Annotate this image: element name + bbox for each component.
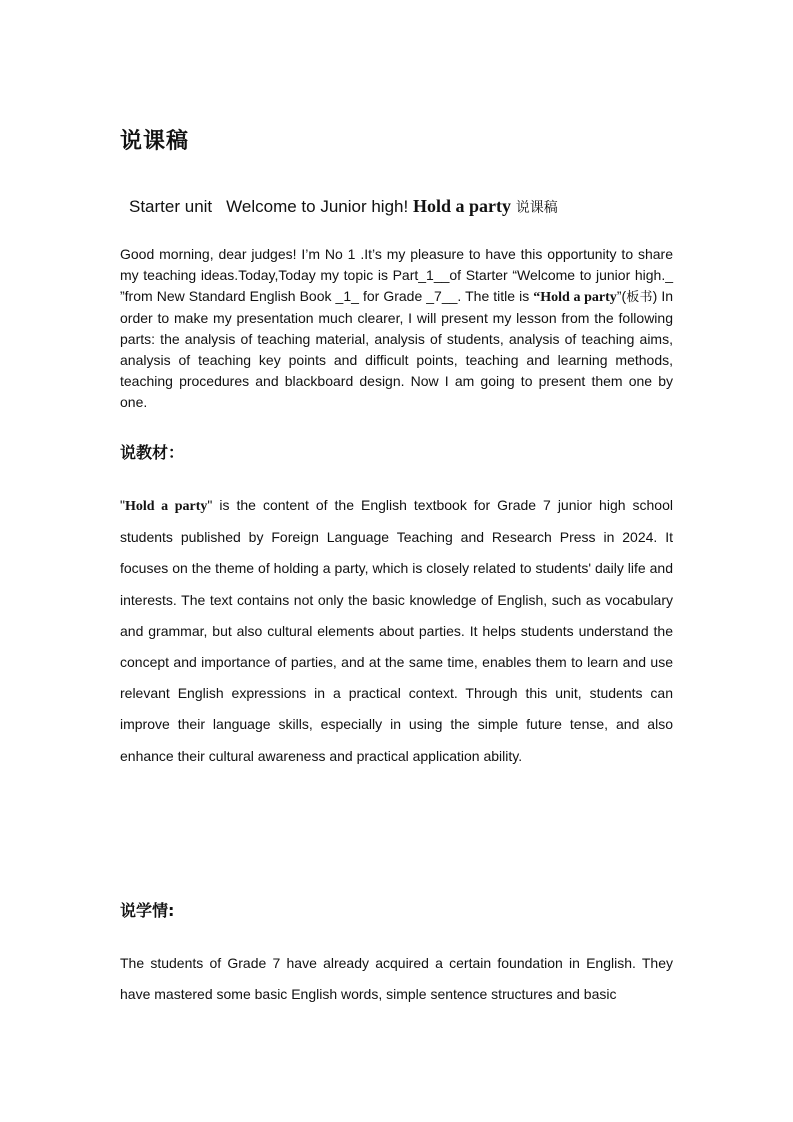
intro-text-a: Good morning, dear judges! I’m No 1 .It’s my pleasure to have this opportunity to share my teaching ideas.Today,Today my topic is Part_1__of Starter “Welcome to junior high._ ”from New Standard English Book _1_ for Grade _7__. The title is bbox=[120, 246, 673, 304]
intro-lesson-title: “Hold a party bbox=[533, 289, 617, 305]
material-quote-open: " bbox=[120, 497, 125, 513]
intro-board-note: 板书 bbox=[626, 289, 653, 305]
lesson-subtitle bbox=[129, 196, 558, 217]
subtitle-label: 说课稿 bbox=[515, 200, 558, 216]
material-text: " is the content of the English textbook for Grade 7 junior high school students published by Foreign Language Teaching and Research Press in 2024. It focuses on the theme of holding a party, which is closely related to students' daily life and interests. The text contains not only the basic knowledge of English, such as vocabulary and grammar, but also cultural elements about parties. It helps students understand the concept and importance of parties, and at the same time, enables them to learn and use relevant English expressions in a practical context. Through this unit, students can improve their language skills, especially in using the simple future tense, and also enhance their cultural awareness and practical application ability. bbox=[120, 497, 673, 764]
material-paragraph bbox=[120, 490, 673, 772]
subtitle-welcome: Welcome to Junior high! bbox=[226, 197, 409, 216]
material-lesson-title: Hold a party bbox=[124, 499, 208, 514]
intro-text-b: ”( bbox=[616, 287, 627, 304]
intro-text-c: ) In order to make my presentation much clearer, I will present my lesson from the following parts: the analysis of teaching material, analysis of students, analysis of teaching aims, analysis of teaching key points and difficult points, teaching and learning methods, teaching procedures and blackboard design. Now I am going to present them one by one. bbox=[120, 287, 673, 410]
section-heading-material: 说教材： bbox=[120, 443, 185, 462]
document-title: 说课稿 bbox=[120, 129, 190, 154]
section-heading-students: 说学情: bbox=[120, 901, 175, 920]
subtitle-lesson-title: Hold a party bbox=[412, 196, 511, 216]
students-paragraph: The students of Grade 7 have already acquired a certain foundation in English. They have mastered some basic English words, simple sentence structures and basic bbox=[120, 955, 673, 1003]
intro-paragraph bbox=[120, 244, 673, 412]
subtitle-unit: Starter unit bbox=[129, 197, 213, 216]
